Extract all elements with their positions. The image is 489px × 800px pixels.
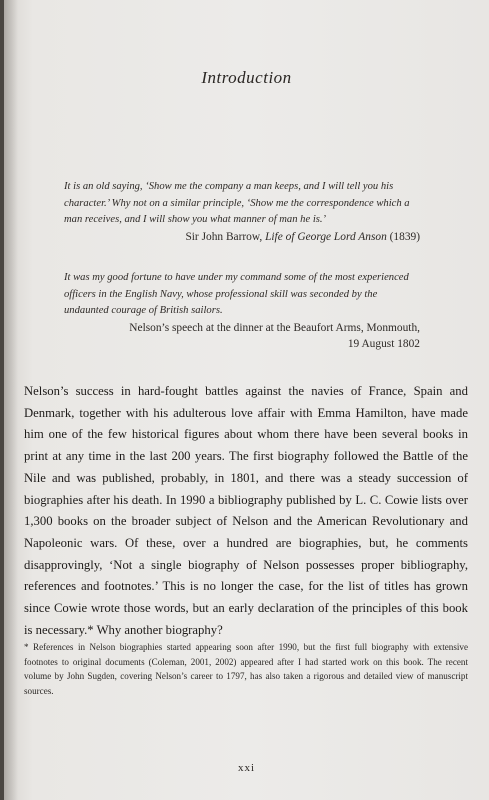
epigraph-attribution bbox=[64, 229, 420, 246]
gutter-shadow bbox=[4, 0, 18, 800]
chapter-title: Introduction bbox=[201, 68, 292, 87]
epigraph-quote: It is an old saying, ‘Show me the company a man keeps, and I will tell you his character.’ Why not on a similar principle, ‘Show me the correspondence which a man receives, and I will show you what manner of man he is.’ bbox=[64, 181, 410, 225]
footnote: * References in Nelson biographies started appearing soon after 1990, but the first full biography with extensive footnotes to original documents (Coleman, 2001, 2002) appeared after I had started work on this book. The recent volume by John Sugden, covering Nelson’s career to 1797, has also taken a rigorous and detailed view of manuscript sources. bbox=[24, 642, 468, 697]
body-paragraph: Nelson’s success in hard-fought battles against the navies of France, Spain and Denmark, together with his adulterous love affair with Emma Hamilton, have made him one of the few historical figures about whom there have been several books in print at any time in the last 200 years. The first biography followed the Battle of the Nile and was published, probably, in 1801, and there was a steady succession of biographies after his death. In 1990 a bibliography published by L. C. Cowie lists over 1,300 books on the broader subject of Nelson and the American Revolutionary and Napoleonic wars. Of these, over a hundred are biographies, but, he comments disapprovingly, ‘Not a single biography of Nelson possesses proper bibliography, references and footnotes.’ This is no longer the case, for the list of titles has grown since Cowie wrote those words, but an early declaration of the principles of this book is necessary.* Why another biography? bbox=[24, 384, 468, 637]
epigraph-nelson bbox=[64, 270, 420, 353]
epigraph-attribution-line2: 19 August 1802 bbox=[347, 338, 420, 350]
epigraph-barrow bbox=[64, 179, 420, 245]
epigraph-quote: It was my good fortune to have under my command some of the most experienced officers in the English Navy, whose professional skill was seconded by the undaunted courage of British sailors. bbox=[64, 272, 409, 316]
attribution-year: (1839) bbox=[386, 230, 420, 243]
attribution-author: Sir John Barrow, bbox=[185, 230, 266, 243]
epigraph-attribution-line1: Nelson’s speech at the dinner at the Beaufort Arms, Monmouth, bbox=[129, 321, 420, 334]
attribution-book-title: Life of George Lord Anson bbox=[265, 230, 387, 243]
page-number: xxi bbox=[237, 762, 256, 774]
book-page bbox=[4, 0, 489, 800]
